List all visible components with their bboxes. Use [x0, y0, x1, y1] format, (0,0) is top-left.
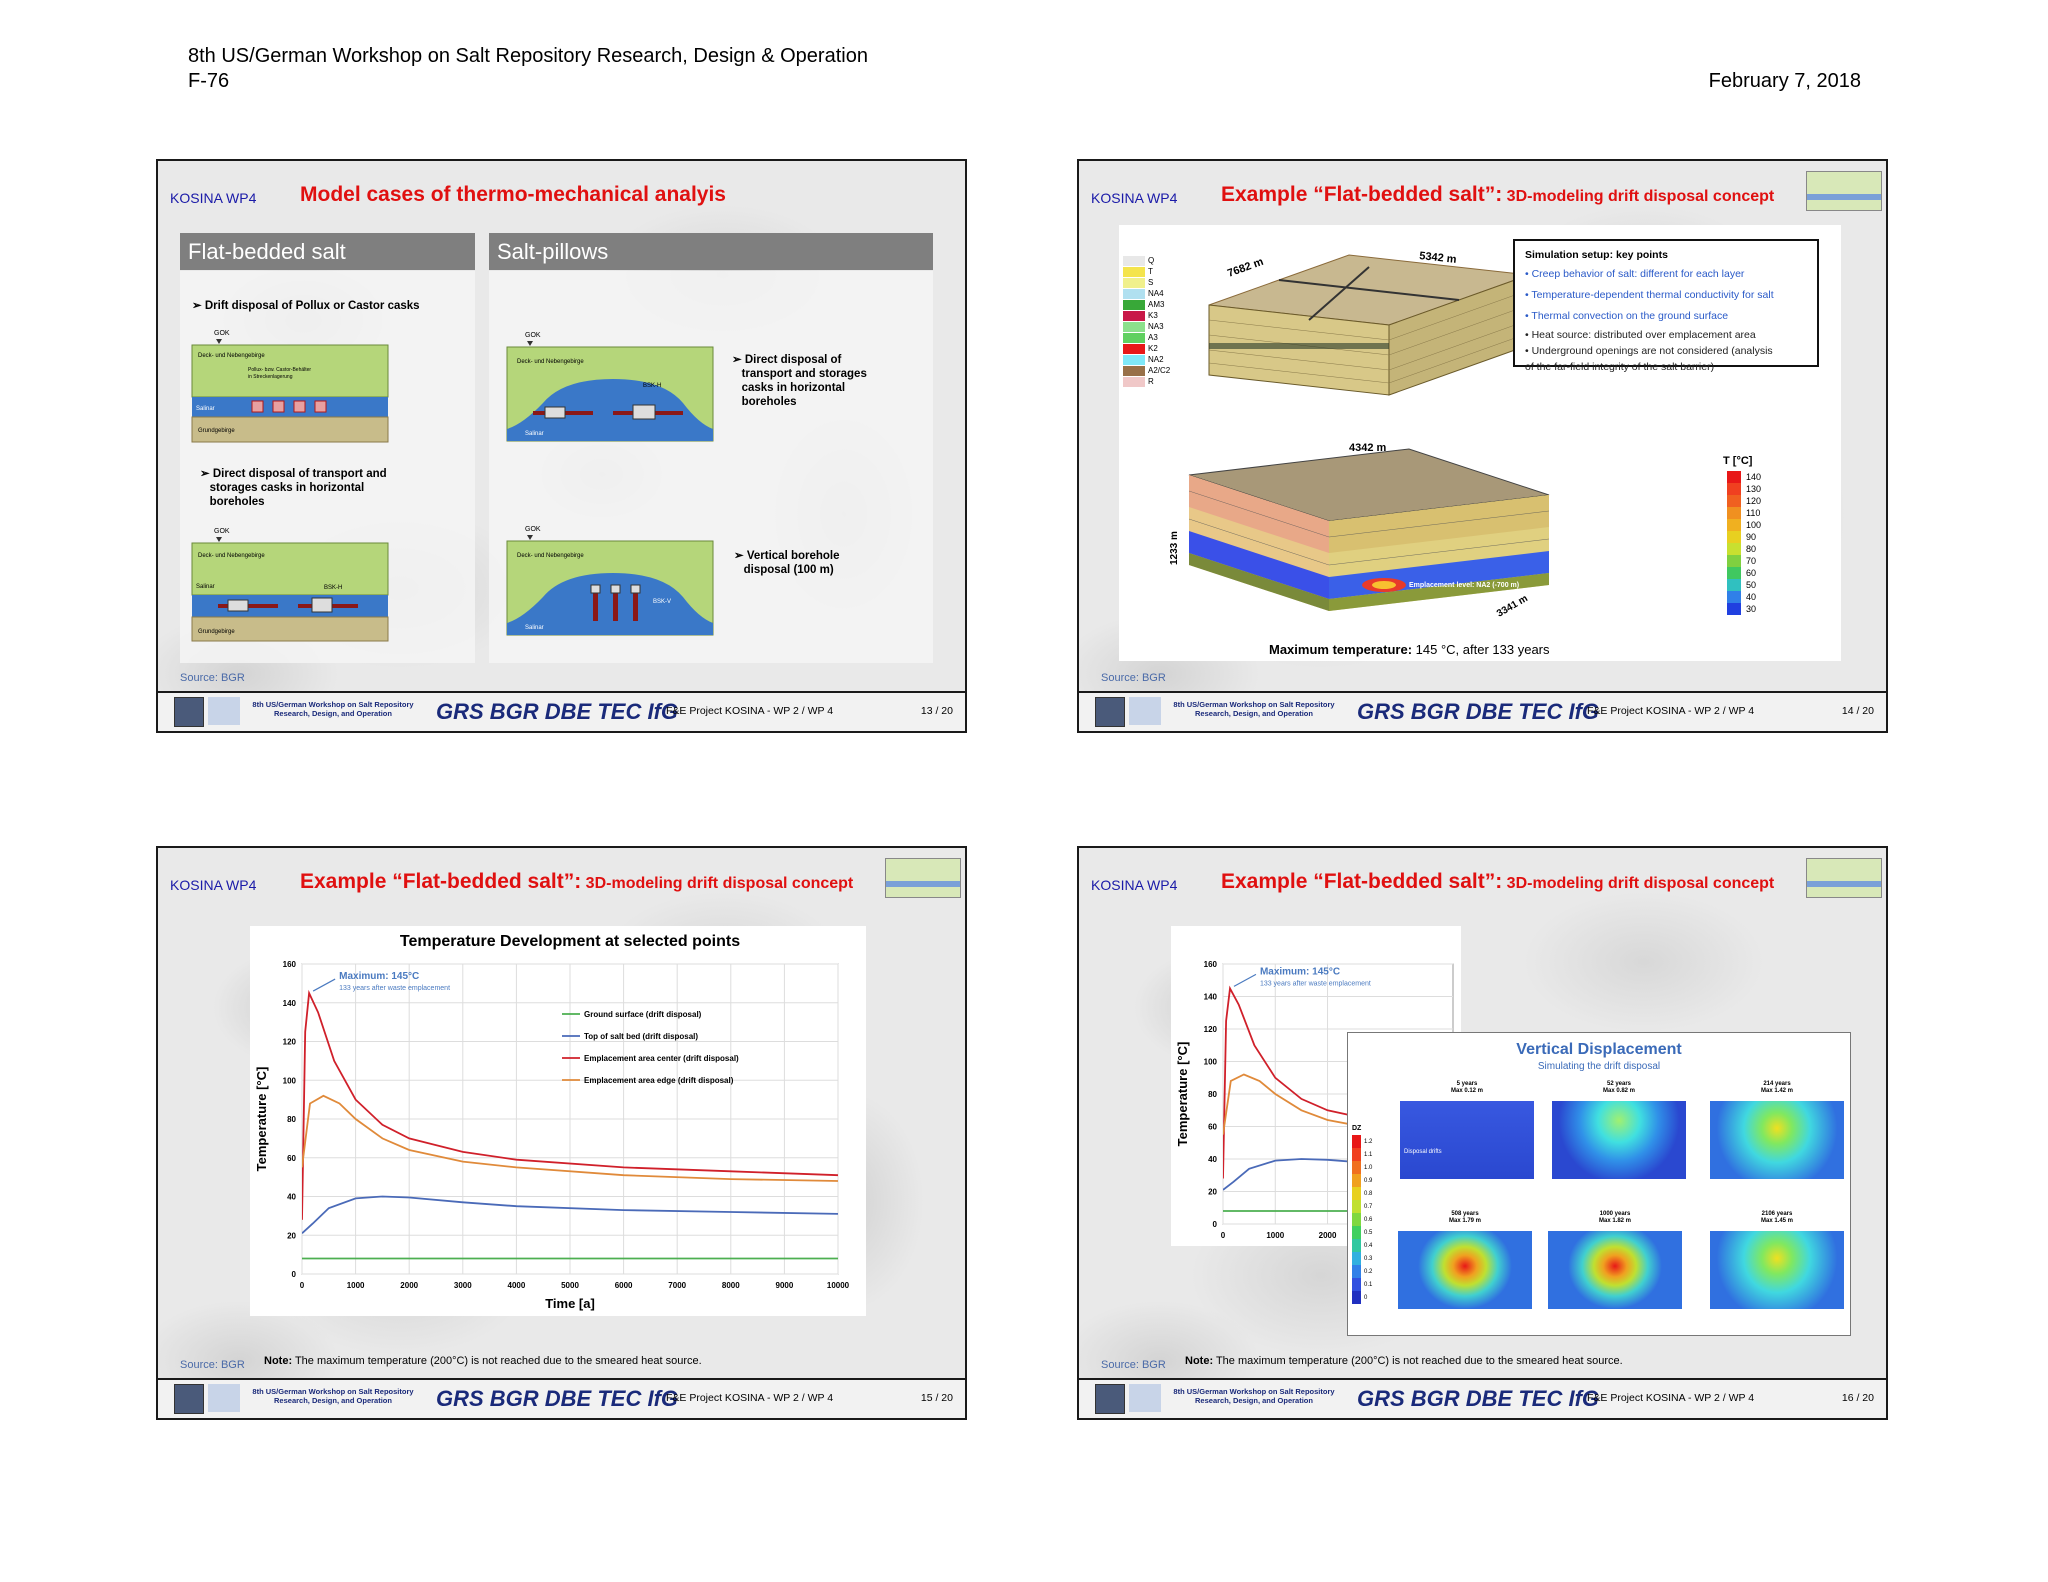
diagram-drift-disposal	[188, 327, 398, 447]
bullet-pillow-horizontal: ➢ Direct disposal of transport and storages casks in horizontal boreholes	[732, 354, 867, 408]
svg-text:Salinar: Salinar	[525, 625, 544, 631]
dz-item	[1352, 1148, 1372, 1161]
svg-text:Grundgebirge: Grundgebirge	[198, 428, 235, 434]
workshop-logo	[174, 697, 204, 727]
scale-item	[1727, 603, 1761, 615]
layer-label: R	[1148, 377, 1154, 386]
kosina-tag: KOSINA WP4	[170, 190, 257, 206]
x-tick-label: 4000	[507, 1281, 526, 1290]
dz-item	[1352, 1135, 1372, 1148]
svg-text:BSK-H: BSK-H	[643, 383, 662, 389]
scale-value: 120	[1746, 496, 1762, 506]
scale-swatch	[1727, 567, 1741, 579]
svg-text:GOK: GOK	[214, 528, 230, 535]
slide-page-number: 13 / 20	[920, 705, 953, 717]
svg-text:Salinar: Salinar	[196, 406, 215, 412]
vd-panel-label	[1400, 1081, 1534, 1095]
workshop-logo	[1095, 1384, 1125, 1414]
layer-swatch	[1123, 366, 1145, 376]
thumbnail-diagram	[1806, 858, 1882, 898]
simulation-heading: Simulation setup: key points	[1525, 249, 1668, 261]
x-tick-label: 2000	[400, 1281, 419, 1290]
layer-legend-item	[1123, 332, 1170, 343]
scale-value: 110	[1746, 508, 1761, 518]
y-tick-label: 20	[287, 1231, 296, 1241]
svg-text:Pollux- bzw. Castor-Behälter: Pollux- bzw. Castor-Behälter	[248, 367, 312, 373]
svg-text:4342 m: 4342 m	[1349, 442, 1387, 454]
svg-text:Grundgebirge: Grundgebirge	[198, 629, 235, 635]
layer-label: K3	[1148, 311, 1158, 320]
layer-swatch	[1123, 289, 1145, 299]
slide-title: Example “Flat-bedded salt”: 3D-modeling drift disposal concept	[1221, 870, 1775, 893]
layer-label: Q	[1148, 256, 1155, 265]
layer-label: A3	[1148, 333, 1158, 342]
slide-page-number: 15 / 20	[920, 1392, 953, 1404]
slide-13	[156, 159, 967, 733]
workshop-text: 8th US/German Workshop on Salt Repository Research, Design, and Operation	[252, 700, 414, 718]
y-tick-label: 120	[282, 1037, 296, 1047]
x-tick-label: 10000	[826, 1281, 850, 1290]
scale-item	[1727, 471, 1761, 483]
legend-label: Ground surface (drift disposal)	[584, 1010, 702, 1019]
layer-label: NA3	[1148, 322, 1164, 331]
partner-logos: GRS BGR DBE TEC IfG	[1357, 699, 1600, 724]
slide-14	[1077, 159, 1888, 733]
layer-label: A2/C2	[1148, 366, 1171, 375]
dz-item	[1352, 1187, 1372, 1200]
temperature-scale-title: T [°C]	[1723, 455, 1753, 467]
slide-15	[156, 846, 967, 1420]
y-tick-label: 140	[282, 998, 296, 1008]
layer-label: T	[1148, 267, 1153, 276]
vd-panel-time: 5 years	[1456, 1081, 1478, 1087]
vd-panel-max: Max 0.82 m	[1602, 1088, 1636, 1094]
dz-value: 0.1	[1364, 1281, 1373, 1288]
scale-swatch	[1727, 579, 1741, 591]
layer-swatch	[1123, 278, 1145, 288]
layer-legend-item	[1123, 266, 1170, 277]
workshop-logo	[1095, 697, 1125, 727]
y-tick-label: 20	[1208, 1187, 1217, 1197]
scale-item	[1727, 495, 1761, 507]
svg-text:GOK: GOK	[525, 332, 541, 339]
scale-value: 140	[1746, 472, 1762, 482]
dz-swatch	[1352, 1148, 1361, 1161]
svg-text:7682 m: 7682 m	[1225, 255, 1266, 280]
kosina-tag: KOSINA WP4	[1091, 190, 1178, 206]
vd-panel	[1548, 1231, 1682, 1309]
layer-swatch	[1123, 300, 1145, 310]
vd-panel	[1400, 1101, 1534, 1179]
scale-item	[1727, 579, 1761, 591]
annotation-subtext: 133 years after waste emplacement	[1259, 980, 1371, 988]
svg-text:1233 m: 1233 m	[1169, 531, 1180, 565]
dz-swatch	[1352, 1135, 1361, 1148]
scale-item	[1727, 591, 1761, 603]
dz-item	[1352, 1239, 1372, 1252]
svg-text:3341 m: 3341 m	[1495, 593, 1530, 620]
svg-text:BSK-V: BSK-V	[653, 599, 672, 605]
dz-swatch	[1352, 1213, 1361, 1226]
y-tick-label: 120	[1203, 1025, 1217, 1034]
kosina-tag: KOSINA WP4	[170, 877, 257, 893]
vd-panel-max: Max 1.42 m	[1760, 1088, 1794, 1094]
disposal-drifts-label: Disposal drifts	[1404, 1149, 1442, 1155]
scale-item	[1727, 483, 1761, 495]
layer-swatch	[1123, 322, 1145, 332]
simulation-item: • Heat source: distributed over emplacement area	[1525, 329, 1756, 341]
vd-title: Vertical Displacement	[1516, 1041, 1682, 1058]
vd-panel-label	[1552, 1081, 1686, 1095]
layer-label: S	[1148, 278, 1154, 287]
dz-value: 0	[1364, 1294, 1368, 1301]
vd-panel	[1710, 1231, 1844, 1309]
svg-text:Salinar: Salinar	[196, 584, 215, 590]
x-tick-label: 1000	[346, 1281, 365, 1290]
page-date: February 7, 2018	[1708, 70, 1861, 92]
vd-panel-label	[1398, 1211, 1532, 1225]
y-axis-label: Temperature [°C]	[1175, 1041, 1190, 1147]
model-3d-block	[1199, 245, 1529, 405]
scale-swatch	[1727, 507, 1741, 519]
scale-swatch	[1727, 603, 1741, 615]
layer-swatch	[1123, 256, 1145, 266]
slide-16	[1077, 846, 1888, 1420]
slide-page-number: 14 / 20	[1841, 705, 1874, 717]
x-tick-label: 9000	[775, 1281, 794, 1290]
svg-text:Deck- und Nebengebirge: Deck- und Nebengebirge	[517, 553, 584, 559]
vd-panel-time: 508 years	[1451, 1211, 1479, 1217]
svg-text:GOK: GOK	[525, 526, 541, 533]
dz-swatch	[1352, 1252, 1361, 1265]
svg-text:5342 m: 5342 m	[1418, 250, 1458, 266]
x-tick-label: 0	[299, 1281, 305, 1290]
scale-value: 30	[1746, 604, 1757, 614]
dz-item	[1352, 1278, 1372, 1291]
x-tick-label: 2000	[1318, 1231, 1337, 1240]
scale-item	[1727, 567, 1761, 579]
dz-swatch	[1352, 1161, 1361, 1174]
svg-text:Salinar: Salinar	[525, 431, 544, 437]
note: Note: The maximum temperature (200°C) is not reached due to the smeared heat source.	[1185, 1355, 1623, 1367]
dz-label: DZ	[1352, 1125, 1362, 1132]
layer-legend-item	[1123, 288, 1170, 299]
workshop-logo	[174, 1384, 204, 1414]
vd-panel-label	[1548, 1211, 1682, 1225]
slide-footer	[158, 691, 965, 731]
project-label: F&E Project KOSINA - WP 2 / WP 4	[666, 705, 834, 717]
scale-value: 50	[1746, 580, 1757, 590]
partner-logos: GRS BGR DBE TEC IfG	[1357, 1386, 1600, 1411]
y-tick-label: 80	[1208, 1090, 1217, 1099]
diagram-pillow-vertical	[503, 523, 723, 639]
source-label: Source: BGR	[180, 1359, 245, 1371]
vd-panel-max: Max 0.12 m	[1450, 1088, 1484, 1094]
simulation-setup-box	[1513, 239, 1819, 373]
simulation-item: of the far-field integrity of the salt barrier)	[1525, 361, 1715, 373]
layer-legend-item	[1123, 365, 1170, 376]
source-label: Source: BGR	[180, 672, 245, 684]
vd-panel-label	[1710, 1081, 1844, 1095]
y-tick-label: 160	[282, 960, 296, 969]
simulation-items	[1525, 264, 1807, 327]
dz-swatch	[1352, 1291, 1361, 1304]
workshop-text: 8th US/German Workshop on Salt Repository Research, Design, and Operation	[1173, 700, 1335, 718]
project-label: F&E Project KOSINA - WP 2 / WP 4	[1587, 1392, 1755, 1404]
workshop-title: 8th US/German Workshop on Salt Repository Research, Design & Operation	[188, 45, 868, 67]
page-header	[188, 44, 868, 94]
kosina-logo	[1129, 697, 1161, 725]
scale-swatch	[1727, 483, 1741, 495]
x-tick-label: 3000	[453, 1281, 472, 1290]
dz-swatch	[1352, 1174, 1361, 1187]
layer-legend-item	[1123, 321, 1170, 332]
simulation-items-secondary	[1525, 327, 1807, 375]
layer-legend-item	[1123, 299, 1170, 310]
y-tick-label: 40	[287, 1192, 296, 1202]
scale-swatch	[1727, 591, 1741, 603]
simulation-item: • Temperature-dependent thermal conductivity for salt	[1525, 289, 1774, 301]
layer-swatch	[1123, 267, 1145, 277]
dz-value: 0.7	[1364, 1203, 1373, 1210]
column-header-flat-bedded: Flat-bedded salt	[180, 233, 475, 270]
note: Note: The maximum temperature (200°C) is not reached due to the smeared heat source.	[264, 1355, 702, 1367]
workshop-text: 8th US/German Workshop on Salt Repository Research, Design, and Operation	[252, 1387, 414, 1405]
column-header-salt-pillows: Salt-pillows	[489, 233, 933, 270]
layer-swatch	[1123, 355, 1145, 365]
legend-label: Emplacement area edge (drift disposal)	[584, 1076, 734, 1085]
scale-value: 60	[1746, 568, 1757, 578]
vd-panel-max: Max 1.79 m	[1448, 1218, 1482, 1224]
scale-item	[1727, 543, 1761, 555]
vd-subtitle: Simulating the drift disposal	[1537, 1061, 1661, 1072]
bullet-vertical-borehole: ➢ Vertical borehole disposal (100 m)	[734, 550, 840, 576]
y-tick-label: 60	[287, 1153, 296, 1163]
dz-swatch	[1352, 1265, 1361, 1278]
x-tick-label: 6000	[614, 1281, 633, 1290]
workshop-text: 8th US/German Workshop on Salt Repository Research, Design, and Operation	[1173, 1387, 1335, 1405]
layer-swatch	[1123, 333, 1145, 343]
scale-swatch	[1727, 471, 1741, 483]
y-tick-label: 0	[1212, 1220, 1217, 1229]
dz-value: 1.0	[1364, 1164, 1373, 1171]
layer-label: NA2	[1148, 355, 1164, 364]
scale-swatch	[1727, 519, 1741, 531]
svg-text:Deck- und Nebengebirge: Deck- und Nebengebirge	[198, 553, 265, 559]
svg-text:Emplacement level: NA2 (-700 m: Emplacement level: NA2 (-700 m)	[1409, 582, 1520, 589]
layer-label: AM3	[1148, 300, 1165, 309]
dz-value: 0.4	[1364, 1242, 1373, 1249]
dz-item	[1352, 1265, 1372, 1278]
dz-item	[1352, 1200, 1372, 1213]
layer-legend-item	[1123, 255, 1170, 266]
layer-legend-item	[1123, 310, 1170, 321]
simulation-item: • Creep behavior of salt: different for each layer	[1525, 268, 1745, 280]
annotation-text: Maximum: 145°C	[339, 971, 420, 983]
y-axis-label: Temperature [°C]	[254, 1066, 269, 1172]
temperature-chart	[250, 926, 866, 1316]
layer-legend-item	[1123, 376, 1170, 387]
scale-item	[1727, 531, 1761, 543]
y-tick-label: 80	[287, 1115, 296, 1124]
project-label: F&E Project KOSINA - WP 2 / WP 4	[666, 1392, 834, 1404]
dz-swatch	[1352, 1187, 1361, 1200]
vd-panel-max: Max 1.82 m	[1598, 1218, 1632, 1224]
svg-text:GOK: GOK	[214, 330, 230, 337]
vd-panel-max: Max 1.45 m	[1760, 1218, 1794, 1224]
dz-value: 0.5	[1364, 1229, 1373, 1236]
scale-value: 40	[1746, 592, 1757, 602]
y-tick-label: 100	[1203, 1057, 1217, 1067]
simulation-item: • Underground openings are not considered (analysis	[1525, 345, 1773, 357]
scale-item	[1727, 555, 1761, 567]
bullet-horizontal-boreholes: ➢ Direct disposal of transport and storages casks in horizontal boreholes	[200, 468, 387, 508]
dz-value: 1.1	[1364, 1151, 1373, 1158]
vd-panel-label	[1710, 1211, 1844, 1225]
scale-swatch	[1727, 543, 1741, 555]
annotation-text: Maximum: 145°C	[1259, 966, 1341, 978]
temperature-scale	[1727, 471, 1761, 615]
project-label: F&E Project KOSINA - WP 2 / WP 4	[1587, 705, 1755, 717]
thumbnail-diagram	[1806, 171, 1882, 211]
vd-panel-time: 52 years	[1606, 1081, 1632, 1087]
x-axis-label: Time [a]	[545, 1296, 595, 1311]
kosina-logo	[208, 697, 240, 725]
scale-swatch	[1727, 495, 1741, 507]
vd-panel	[1552, 1101, 1686, 1179]
dz-value: 0.8	[1364, 1190, 1373, 1197]
svg-text:Deck- und Nebengebirge: Deck- und Nebengebirge	[198, 353, 265, 359]
vd-panel-time: 214 years	[1763, 1081, 1791, 1087]
dz-item	[1352, 1161, 1372, 1174]
x-tick-label: 0	[1220, 1231, 1226, 1240]
dz-swatch	[1352, 1278, 1361, 1291]
layer-legend	[1123, 255, 1170, 387]
dz-swatch	[1352, 1200, 1361, 1213]
x-tick-label: 7000	[668, 1281, 687, 1290]
scale-item	[1727, 519, 1761, 531]
svg-text:in Streckenlagerung: in Streckenlagerung	[248, 374, 293, 380]
slide-footer	[158, 1378, 965, 1418]
dz-item	[1352, 1174, 1372, 1187]
annotation-subtext: 133 years after waste emplacement	[339, 985, 451, 993]
slide-title: Model cases of thermo-mechanical analyis	[300, 183, 726, 206]
scale-value: 80	[1746, 544, 1757, 554]
dz-value: 1.2	[1364, 1138, 1373, 1145]
layer-label: K2	[1148, 344, 1158, 353]
legend-label: Top of salt bed (drift disposal)	[584, 1032, 699, 1041]
layer-swatch	[1123, 377, 1145, 387]
diagram-horizontal-flat	[188, 525, 398, 645]
layer-legend-item	[1123, 354, 1170, 365]
scale-swatch	[1727, 555, 1741, 567]
dz-scale	[1352, 1135, 1372, 1304]
kosina-tag: KOSINA WP4	[1091, 877, 1178, 893]
layer-legend-item	[1123, 343, 1170, 354]
slide-footer	[1079, 1378, 1886, 1418]
dz-value: 0.2	[1364, 1268, 1373, 1275]
layer-label: NA4	[1148, 289, 1164, 298]
x-tick-label: 8000	[721, 1281, 740, 1290]
scale-value: 130	[1746, 484, 1762, 494]
x-tick-label: 5000	[561, 1281, 579, 1290]
y-tick-label: 0	[291, 1270, 296, 1279]
vd-panel-time: 2106 years	[1761, 1211, 1793, 1217]
scale-value: 90	[1746, 532, 1757, 542]
slide-page-number: 16 / 20	[1841, 1392, 1874, 1404]
max-temperature-caption: Maximum temperature: 145 °C, after 133 years	[1269, 642, 1550, 657]
partner-logos: GRS BGR DBE TEC IfG	[436, 1386, 679, 1411]
source-label: Source: BGR	[1101, 672, 1166, 684]
thumbnail-diagram	[885, 858, 961, 898]
kosina-logo	[208, 1384, 240, 1412]
svg-text:Deck- und Nebengebirge: Deck- und Nebengebirge	[517, 359, 584, 365]
diagram-pillow-horizontal	[503, 329, 723, 445]
slide-title: Example “Flat-bedded salt”: 3D-modeling drift disposal concept	[1221, 183, 1775, 206]
y-tick-label: 100	[282, 1076, 296, 1086]
y-tick-label: 160	[1203, 960, 1217, 969]
dz-swatch	[1352, 1239, 1361, 1252]
dz-item	[1352, 1226, 1372, 1239]
scale-value: 70	[1746, 556, 1757, 566]
y-tick-label: 40	[1208, 1155, 1217, 1164]
legend-label: Emplacement area center (drift disposal)	[584, 1054, 739, 1063]
layer-swatch	[1123, 344, 1145, 354]
scale-swatch	[1727, 531, 1741, 543]
dz-value: 0.9	[1364, 1177, 1373, 1184]
dz-item	[1352, 1252, 1372, 1265]
slide-title: Example “Flat-bedded salt”: 3D-modeling drift disposal concept	[300, 870, 854, 893]
layer-swatch	[1123, 311, 1145, 321]
x-tick-label: 1000	[1266, 1231, 1285, 1240]
dz-value: 0.3	[1364, 1255, 1373, 1262]
kosina-logo	[1129, 1384, 1161, 1412]
y-tick-label: 60	[1208, 1122, 1217, 1132]
dz-value: 0.6	[1364, 1216, 1373, 1223]
dz-swatch	[1352, 1226, 1361, 1239]
vertical-displacement-figure	[1347, 1032, 1851, 1336]
temperature-chart-svg	[250, 926, 866, 1316]
scale-item	[1727, 507, 1761, 519]
vd-panel	[1398, 1231, 1532, 1309]
source-label: Source: BGR	[1101, 1359, 1166, 1371]
y-tick-label: 140	[1203, 992, 1217, 1002]
partner-logos: GRS BGR DBE TEC IfG	[436, 699, 679, 724]
vd-panel	[1710, 1101, 1844, 1179]
slide-footer	[1079, 691, 1886, 731]
page-number: F-76	[188, 70, 230, 92]
simulation-item: • Thermal convection on the ground surface	[1525, 310, 1729, 322]
dz-item	[1352, 1213, 1372, 1226]
vd-panel-time: 1000 years	[1599, 1211, 1631, 1217]
chart-title: Temperature Development at selected points	[399, 933, 741, 950]
bullet-drift-disposal: ➢ Drift disposal of Pollux or Castor casks	[192, 300, 420, 312]
svg-text:BSK-H: BSK-H	[324, 585, 343, 591]
dz-item	[1352, 1291, 1372, 1304]
scale-value: 100	[1746, 520, 1762, 530]
model-3d-temperature	[1159, 435, 1559, 635]
layer-legend-item	[1123, 277, 1170, 288]
